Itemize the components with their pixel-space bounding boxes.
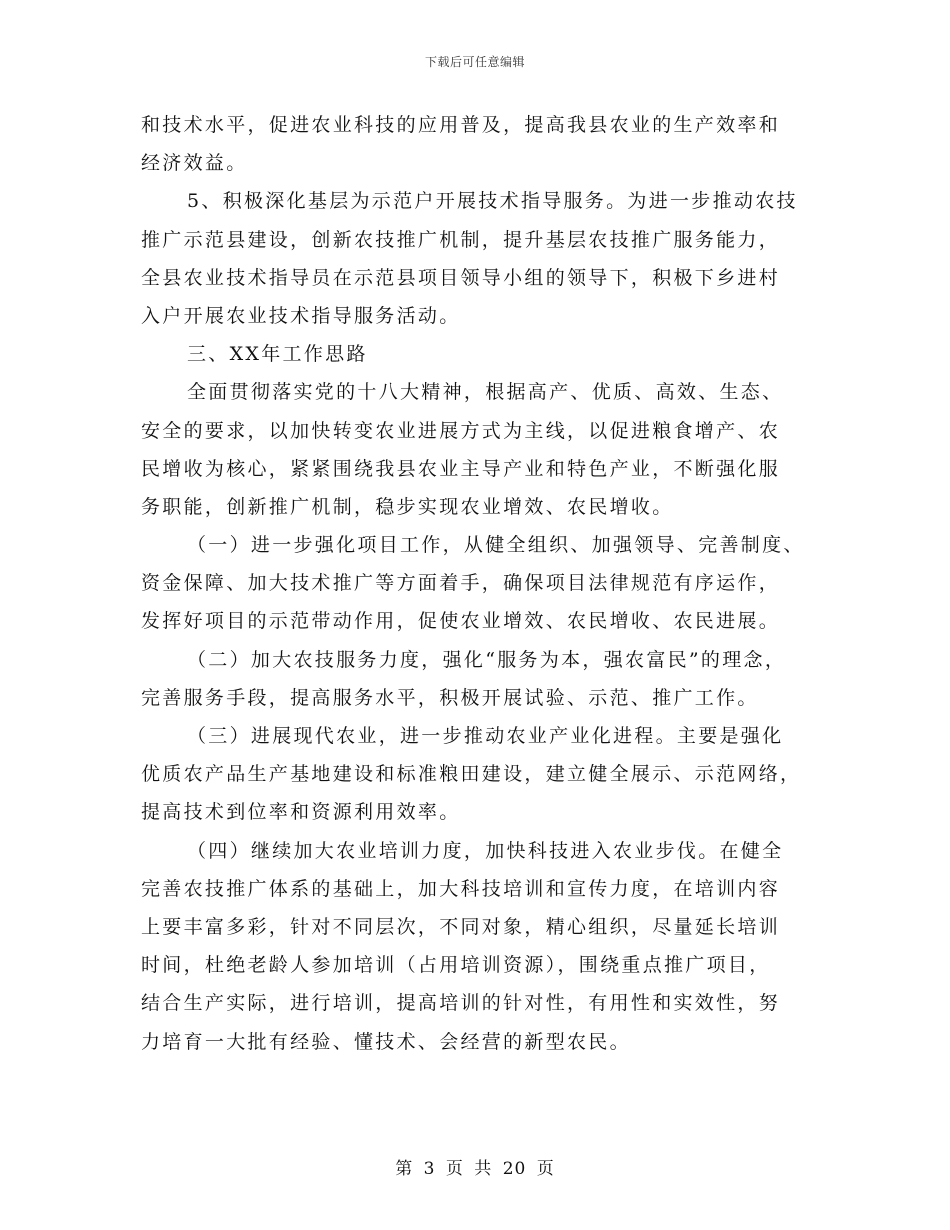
text-line: 发挥好项目的示范带动作用，促使农业增效、农民增收、农民进展。	[141, 610, 781, 633]
text-line: 入户开展农业技术指导服务活动。	[141, 304, 461, 327]
text-line: （二）加大农技服务力度，强化“服务为本，强农富民”的理念，	[187, 648, 787, 671]
text-line: 全县农业技术指导员在示范县项目领导小组的领导下，积极下乡进村	[141, 266, 781, 289]
text-line: （三）进展现代农业，进一步推动农业产业化进程。主要是强化	[187, 725, 784, 747]
text-line: 上要丰富多彩，针对不同层次，不同对象，精心组织，尽量延长培训	[141, 915, 781, 938]
text-line: 务职能，创新推广机制，稳步实现农业增效、农民增收。	[141, 495, 674, 518]
text-line: 结合生产实际，进行培训，提高培训的针对性，有用性和实效性，努	[141, 992, 781, 1015]
text-line: 民增收为核心，紧紧围绕我县农业主导产业和特色产业，不断强化服	[141, 457, 781, 480]
text-line: 提高技术到位率和资源利用效率。	[141, 801, 461, 824]
text-line: 5、积极深化基层为示范户开展技术指导服务。为进一步推动农技	[187, 190, 798, 213]
text-line: 力培育一大批有经验、懂技术、会经营的新型农民。	[141, 1030, 631, 1053]
section-heading: 三、XX年工作思路	[187, 343, 368, 366]
text-line: （一）进一步强化项目工作，从健全组织、加强领导、完善制度、	[187, 534, 805, 557]
page-header: 下载后可任意编辑	[424, 55, 525, 69]
text-line: 安全的要求，以加快转变农业进展方式为主线，以促进粮食增产、农	[141, 419, 781, 442]
text-line: 资金保障、加大技术推广等方面着手，确保项目法律规范有序运作，	[141, 572, 781, 595]
text-line: 推广示范县建设，创新农技推广机制，提升基层农技推广服务能力，	[141, 228, 781, 251]
text-line: 和技术水平，促进农业科技的应用普及，提高我县农业的生产效率和	[141, 114, 781, 136]
text-line: 全面贯彻落实党的十八大精神，根据高产、优质、高效、生态、	[187, 381, 784, 404]
document-body	[141, 106, 813, 1061]
text-line: 完善服务手段，提高服务水平，积极开展试验、示范、推广工作。	[141, 686, 759, 709]
page-footer: 第 3 页 共 20 页	[395, 1159, 555, 1179]
text-line: 优质农产品生产基地建设和标准粮田建设，建立健全展示、示范网络，	[141, 763, 802, 786]
text-line: （四）继续加大农业培训力度，加快科技进入农业步伐。在健全	[187, 839, 784, 862]
text-line: 时间，杜绝老龄人参加培训（占用培训资源），围绕重点推广项目，	[141, 954, 771, 977]
text-line: 完善农技推广体系的基础上，加大科技培训和宣传力度，在培训内容	[141, 877, 781, 900]
text-line: 经济效益。	[141, 152, 248, 175]
